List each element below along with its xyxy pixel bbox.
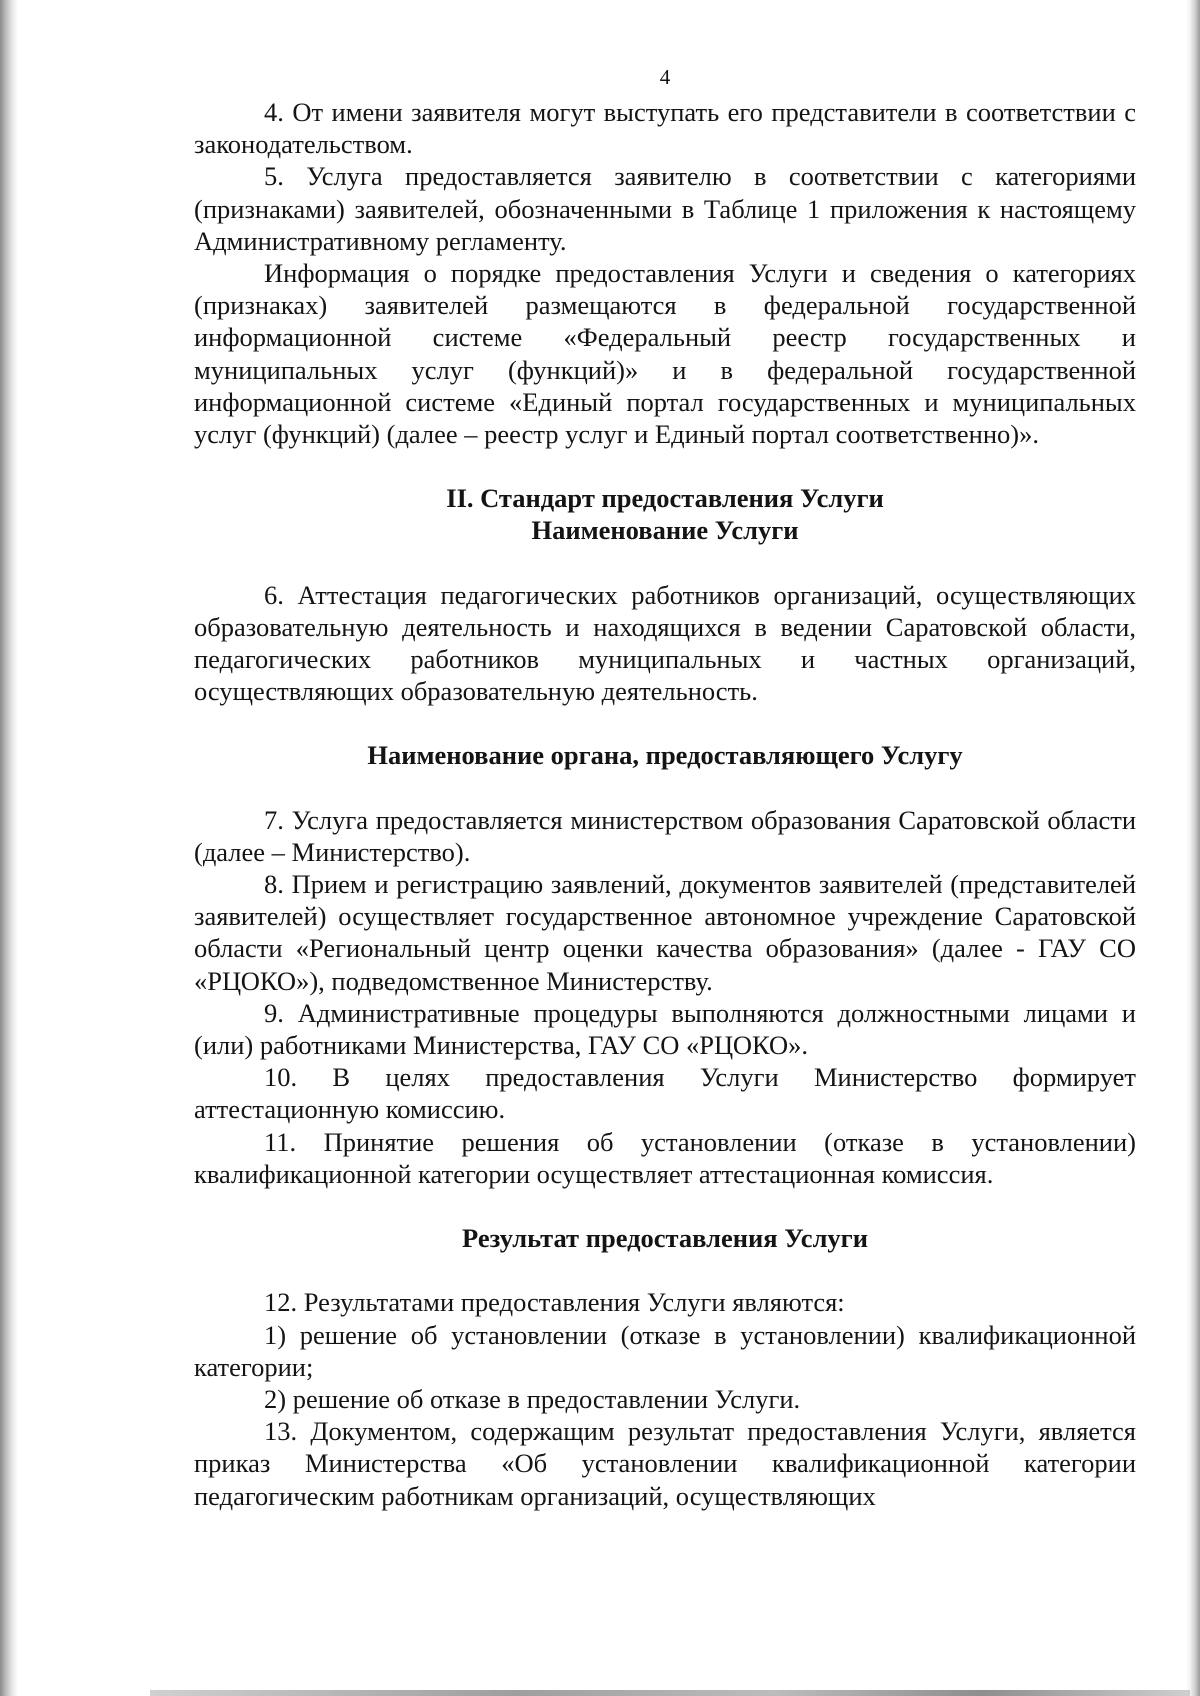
- paragraph-6: 6. Аттестация педагогических работников организаций, осуществляющих образовательную деятельность и находящихся в ведении Саратовской области, педагогических работников муниципальных и частных организаций, осуществляющих образовательную деятельность.: [194, 579, 1136, 707]
- section-standard-title: II. Стандарт предоставления Услуги: [446, 483, 884, 514]
- paragraph-5: 5. Услуга предоставляется заявителю в соответствии с категориями (признаками) заявителей, обозначенными в Таблице 1 приложения к настоящему Административному регламенту.: [194, 161, 1136, 256]
- paragraph-12-item-1: 1) решение об установлении (отказе в установлении) квалификационной категории;: [194, 1319, 1136, 1382]
- page-number: 4: [659, 65, 671, 89]
- paragraph-13: 13. Документом, содержащим результат предоставления Услуги, является приказ Министерства «Об установлении квалификационной категории педагогическим работникам организаций, осуществляющих: [194, 1416, 1136, 1511]
- section-result: [194, 1222, 1136, 1512]
- paragraph-9: 9. Административные процедуры выполняются должностными лицами и (или) работниками Министерства, ГАУ СО «РЦОКО».: [194, 997, 1136, 1061]
- paragraph-12: 12. Результатами предоставления Услуги являются:: [264, 1287, 845, 1318]
- scan-edge-left: [0, 0, 18, 1696]
- section-standard: [194, 482, 1136, 707]
- section-authority: [194, 739, 1136, 1190]
- document-body: [194, 60, 1136, 1512]
- paragraph-11: 11. Принятие решения об установлении (отказе в установлении) квалификационной категории осуществляет аттестационная комиссия.: [194, 1126, 1136, 1189]
- intro-block: [194, 96, 1136, 450]
- section-authority-title: Наименование органа, предоставляющего Услугу: [367, 740, 963, 771]
- scan-edge-bottom: [150, 1690, 1190, 1696]
- paragraph-12-item-2: 2) решение об отказе в предоставлении Услуги.: [264, 1383, 801, 1414]
- paragraph-information: Информация о порядке предоставления Услуги и сведения о категориях (признаках) заявителей размещаются в федеральной государственной информационной системе «Федеральный реестр государственных и муниципальных услуг (функций)» и в федеральной государственной информационной системе «Единый портал государственных и муниципальных услуг (функций) (далее – реестр услуг и Единый портал соответственно)».: [194, 258, 1136, 450]
- section-result-title: Результат предоставления Услуги: [462, 1223, 868, 1254]
- paragraph-10: 10. В целях предоставления Услуги Министерство формирует аттестационную комиссию.: [194, 1062, 1136, 1125]
- paragraph-4: 4. От имени заявителя могут выступать его представители в соответствии с законодательством.: [194, 97, 1136, 160]
- paragraph-7: 7. Услуга предоставляется министерством образования Саратовской области (далее – Министерство).: [194, 804, 1136, 867]
- paragraph-8: 8. Прием и регистрацию заявлений, документов заявителей (представителей заявителей) осуществляет государственное автономное учреждение Саратовской области «Региональный центр оценки качества образования» (далее - ГАУ СО «РЦОКО»), подведомственное Министерству.: [194, 869, 1136, 996]
- scan-edge-right: [1186, 0, 1200, 1696]
- section-standard-subtitle: Наименование Услуги: [531, 515, 799, 546]
